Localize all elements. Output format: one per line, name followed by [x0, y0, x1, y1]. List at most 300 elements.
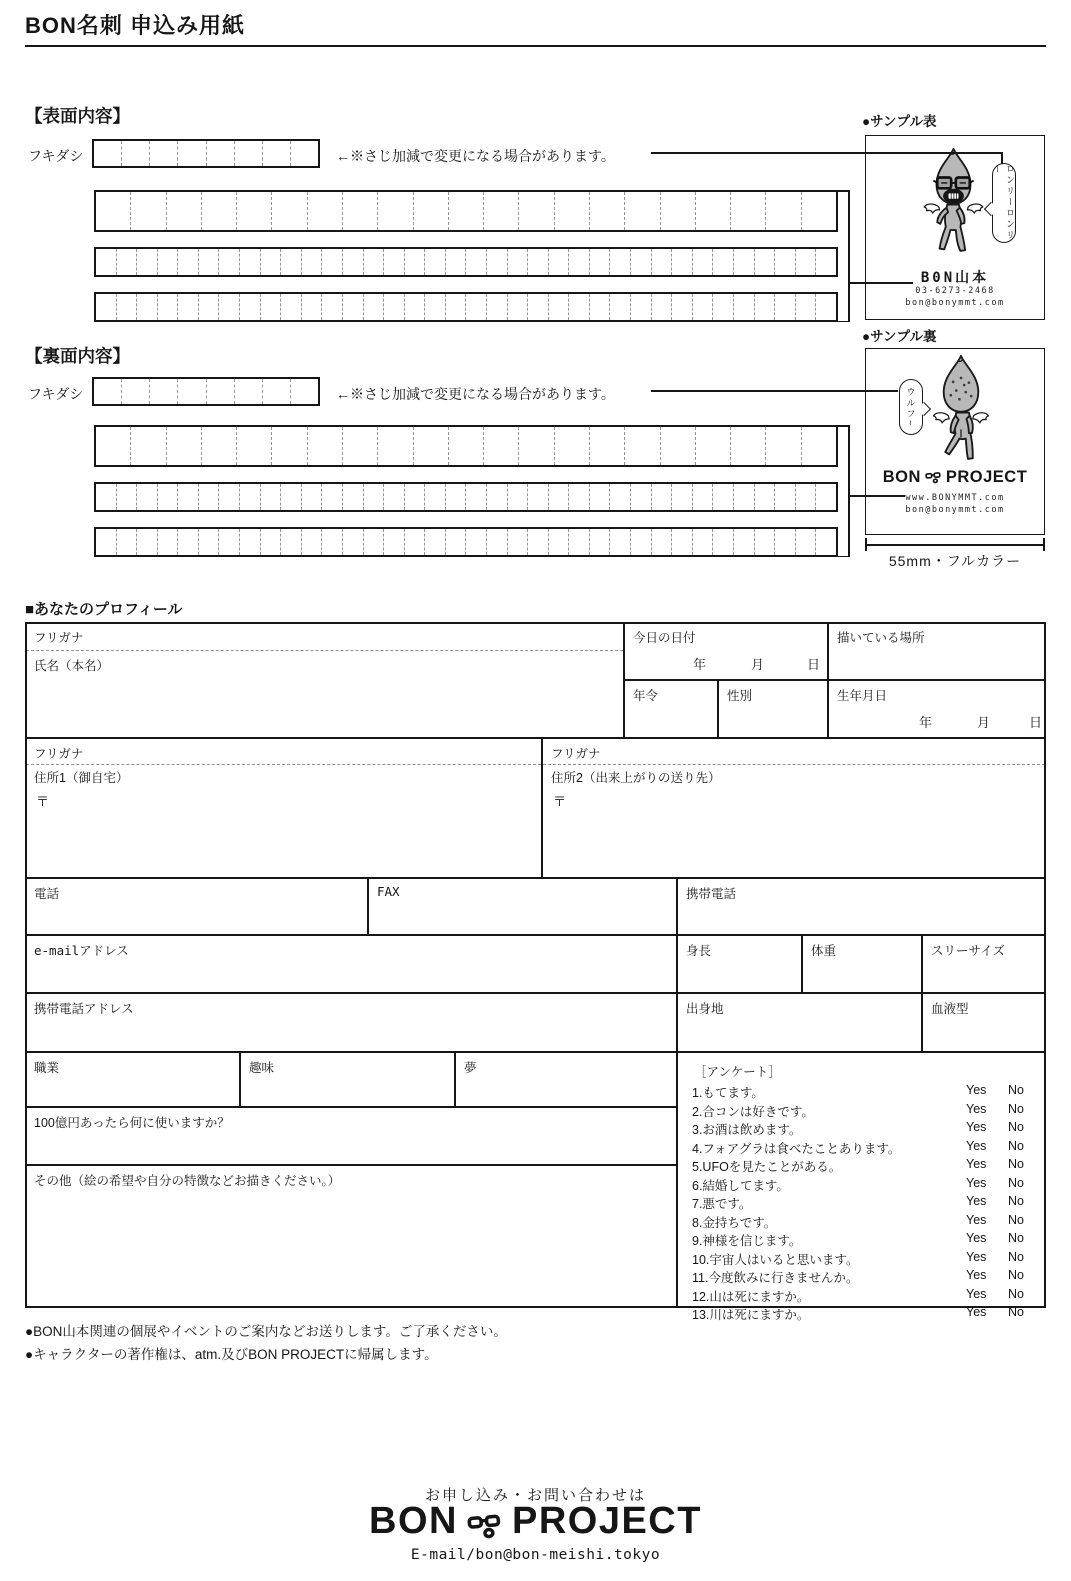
character-cell[interactable] [131, 427, 166, 465]
character-cell[interactable] [796, 294, 817, 320]
character-cell[interactable] [122, 379, 150, 404]
character-cell[interactable] [405, 529, 426, 555]
mobile-phone-cell[interactable] [677, 878, 1046, 935]
character-cell[interactable] [549, 529, 570, 555]
character-cell[interactable] [672, 484, 693, 510]
survey-yes-option[interactable]: Yes [966, 1101, 987, 1116]
three-size-cell[interactable] [922, 935, 1046, 993]
survey-no-option[interactable]: No [1008, 1231, 1024, 1245]
character-cell[interactable] [263, 379, 291, 404]
character-cell[interactable] [308, 192, 343, 230]
character-cell[interactable] [291, 141, 318, 166]
character-cell[interactable] [775, 529, 796, 555]
sample-front-card [865, 135, 1045, 320]
character-cell[interactable] [219, 249, 240, 275]
character-cell[interactable] [487, 529, 508, 555]
measure-line [865, 544, 1045, 546]
character-cell[interactable] [766, 192, 801, 230]
character-cell[interactable] [466, 484, 487, 510]
character-cell[interactable] [734, 249, 755, 275]
character-cell[interactable] [590, 192, 625, 230]
character-cell[interactable] [272, 192, 307, 230]
name-label: 氏名（本名） [34, 659, 110, 673]
character-cell[interactable] [117, 529, 138, 555]
survey-no-option[interactable]: No [1008, 1175, 1024, 1190]
character-cell[interactable] [631, 484, 652, 510]
back-text-line1-grid[interactable] [94, 425, 838, 467]
survey-yes-option[interactable]: Yes [966, 1175, 987, 1190]
survey-no-option[interactable]: No [1008, 1138, 1024, 1153]
character-cell[interactable] [94, 379, 122, 404]
sample-back-card [865, 348, 1045, 535]
survey-yes-option[interactable]: Yes [966, 1120, 987, 1134]
character-cell[interactable] [364, 249, 385, 275]
character-cell[interactable] [802, 427, 836, 465]
sample-front-phone: 03-6273-2468 [915, 286, 995, 296]
survey-no-option[interactable]: No [1008, 1212, 1024, 1227]
character-cell[interactable] [322, 484, 343, 510]
billion-yen-cell[interactable] [25, 1107, 677, 1165]
character-cell[interactable] [775, 484, 796, 510]
survey-item-text: 5.UFOを見たことがある。 [692, 1160, 842, 1174]
character-cell[interactable] [555, 192, 590, 230]
weight-cell[interactable] [802, 935, 922, 993]
gender-label: 性別 [727, 689, 753, 703]
character-cell[interactable] [96, 249, 117, 275]
character-cell[interactable] [302, 294, 323, 320]
character-cell[interactable] [775, 294, 796, 320]
character-cell[interactable] [384, 249, 405, 275]
character-cell[interactable] [652, 529, 673, 555]
character-cell[interactable] [734, 529, 755, 555]
survey-item-text: 4.フォアグラは食べたことあります。 [692, 1141, 901, 1156]
character-cell[interactable] [167, 192, 202, 230]
character-cell[interactable] [528, 529, 549, 555]
character-cell[interactable] [569, 294, 590, 320]
character-cell[interactable] [117, 484, 138, 510]
character-cell[interactable] [652, 484, 673, 510]
character-cell[interactable] [731, 427, 766, 465]
character-cell[interactable] [96, 192, 131, 230]
drawing-place-label: 描いている場所 [837, 631, 925, 645]
character-cell[interactable] [466, 249, 487, 275]
character-cell[interactable] [672, 529, 693, 555]
character-cell[interactable] [94, 141, 122, 166]
character-cell[interactable] [652, 294, 673, 320]
size-note: 55mm・フルカラー [888, 553, 1022, 569]
postal-mark: 〒 [36, 794, 50, 809]
character-cell[interactable] [405, 249, 426, 275]
logo-bon-text: BON [369, 1500, 458, 1542]
character-cell[interactable] [693, 249, 714, 275]
job-cell[interactable] [25, 1052, 240, 1107]
character-cell[interactable] [158, 529, 179, 555]
character-cell[interactable] [625, 427, 660, 465]
character-cell[interactable] [137, 484, 158, 510]
character-cell[interactable] [240, 529, 261, 555]
character-cell[interactable] [549, 249, 570, 275]
character-cell[interactable] [96, 427, 131, 465]
character-cell[interactable] [590, 484, 611, 510]
character-cell[interactable] [343, 192, 378, 230]
character-cell[interactable] [693, 294, 714, 320]
character-cell[interactable] [343, 249, 364, 275]
character-cell[interactable] [590, 427, 625, 465]
character-cell[interactable] [219, 294, 240, 320]
bracket-line [848, 190, 850, 322]
character-cell[interactable] [446, 529, 467, 555]
survey-yes-option[interactable]: Yes [966, 1157, 987, 1171]
character-cell[interactable] [508, 249, 529, 275]
character-cell[interactable] [261, 249, 282, 275]
character-cell[interactable] [261, 484, 282, 510]
character-cell[interactable] [291, 379, 318, 404]
character-cell[interactable] [364, 529, 385, 555]
character-cell[interactable] [734, 484, 755, 510]
survey-item-text: 8.金持ちです。 [692, 1215, 777, 1230]
dream-label: 夢 [464, 1061, 477, 1075]
character-cell[interactable] [131, 192, 166, 230]
character-cell[interactable] [528, 484, 549, 510]
survey-yes-option[interactable]: Yes [966, 1083, 987, 1097]
telephone-cell[interactable] [25, 878, 368, 935]
dream-cell[interactable] [455, 1052, 677, 1107]
survey-yes-option[interactable]: Yes [966, 1194, 987, 1208]
survey-no-option[interactable]: No [1008, 1286, 1024, 1301]
footer-note-2: ●キャラクターの著作権は、atm.及びBON PROJECTに帰属します。 [25, 1347, 438, 1362]
survey-item-text: 10.宇宙人はいると思います。 [692, 1252, 859, 1267]
character-cell[interactable] [137, 294, 158, 320]
character-cell[interactable] [672, 294, 693, 320]
character-cell[interactable] [625, 192, 660, 230]
character-cell[interactable] [549, 484, 570, 510]
character-cell[interactable] [590, 294, 611, 320]
character-cell[interactable] [661, 192, 696, 230]
survey-row [678, 1268, 1045, 1287]
survey-row [678, 1157, 1045, 1176]
survey-item-text: 6.結婚してます。 [692, 1178, 789, 1193]
character-cell[interactable] [796, 529, 817, 555]
character-cell[interactable] [235, 379, 263, 404]
front-fukidashi-input-grid[interactable] [92, 139, 320, 168]
character-cell[interactable] [446, 484, 467, 510]
character-cell[interactable] [207, 141, 235, 166]
character-cell[interactable] [734, 294, 755, 320]
character-cell[interactable] [796, 249, 817, 275]
character-cell[interactable] [272, 427, 307, 465]
character-cell[interactable] [199, 294, 220, 320]
character-cell[interactable] [178, 249, 199, 275]
front-text-line3-grid[interactable] [94, 292, 838, 322]
character-cell[interactable] [816, 484, 836, 510]
character-cell[interactable] [281, 484, 302, 510]
front-section-heading: 【表面内容】 [25, 106, 130, 126]
character-cell[interactable] [590, 249, 611, 275]
survey-item-text: 1.もてます。 [692, 1086, 764, 1100]
address1-cell[interactable] [25, 738, 542, 878]
back-text-line2-grid[interactable] [94, 482, 838, 512]
character-cell[interactable] [610, 484, 631, 510]
character-cell[interactable] [178, 141, 206, 166]
survey-no-option[interactable]: No [1008, 1305, 1024, 1319]
hobby-cell[interactable] [240, 1052, 455, 1107]
character-cell[interactable] [816, 529, 836, 555]
front-text-line1-grid[interactable] [94, 190, 838, 232]
front-text-line2-grid[interactable] [94, 247, 838, 277]
character-cell[interactable] [816, 294, 836, 320]
character-cell[interactable] [343, 529, 364, 555]
character-cell[interactable] [240, 294, 261, 320]
survey-no-option[interactable]: No [1008, 1268, 1024, 1282]
character-cell[interactable] [96, 294, 117, 320]
survey-yes-option[interactable]: Yes [966, 1305, 987, 1319]
character-cell[interactable] [755, 529, 776, 555]
character-cell[interactable] [240, 249, 261, 275]
character-cell[interactable] [281, 249, 302, 275]
height-cell[interactable] [677, 935, 802, 993]
character-cell[interactable] [569, 249, 590, 275]
character-cell[interactable] [199, 249, 220, 275]
character-cell[interactable] [569, 529, 590, 555]
character-cell[interactable] [652, 249, 673, 275]
survey-no-option[interactable]: No [1008, 1157, 1024, 1171]
character-cell[interactable] [466, 294, 487, 320]
character-cell[interactable] [322, 249, 343, 275]
drawing-place-cell[interactable] [828, 622, 1046, 680]
character-cell[interactable] [178, 294, 199, 320]
character-cell[interactable] [302, 484, 323, 510]
character-cell[interactable] [816, 249, 836, 275]
character-cell[interactable] [137, 249, 158, 275]
character-cell[interactable] [240, 484, 261, 510]
character-cell[interactable] [405, 294, 426, 320]
character-cell[interactable] [466, 529, 487, 555]
character-cell[interactable] [446, 294, 467, 320]
character-cell[interactable] [487, 484, 508, 510]
character-cell[interactable] [449, 427, 484, 465]
character-cell[interactable] [202, 427, 237, 465]
character-cell[interactable] [731, 192, 766, 230]
address1-label: 住所1（御自宅） [34, 771, 129, 785]
character-cell[interactable] [178, 484, 199, 510]
character-cell[interactable] [549, 294, 570, 320]
mobile-mail-cell[interactable] [25, 993, 677, 1052]
character-cell[interactable] [487, 249, 508, 275]
character-cell[interactable] [484, 192, 519, 230]
character-cell[interactable] [178, 379, 206, 404]
other-cell[interactable] [25, 1165, 677, 1308]
character-cell[interactable] [446, 249, 467, 275]
character-cell[interactable] [696, 427, 731, 465]
character-cell[interactable] [150, 379, 178, 404]
furigana-separator [26, 764, 541, 765]
character-cell[interactable] [343, 294, 364, 320]
character-cell[interactable] [631, 529, 652, 555]
character-cell[interactable] [237, 427, 272, 465]
character-cell[interactable] [158, 249, 179, 275]
fax-cell[interactable] [368, 878, 677, 935]
character-cell[interactable] [96, 484, 117, 510]
survey-no-option[interactable]: No [1008, 1194, 1024, 1208]
character-cell[interactable] [693, 484, 714, 510]
survey-yes-option[interactable]: Yes [966, 1249, 987, 1264]
sample-back-logo [866, 468, 1044, 487]
character-cell[interactable] [661, 427, 696, 465]
survey-yes-option[interactable]: Yes [966, 1231, 987, 1245]
character-cell[interactable] [631, 294, 652, 320]
character-cell[interactable] [610, 529, 631, 555]
character-cell[interactable] [755, 249, 776, 275]
character-cell[interactable] [425, 294, 446, 320]
character-cell[interactable] [487, 294, 508, 320]
sample-back-email: bon@bonymmt.com [905, 505, 1005, 515]
character-cell[interactable] [713, 249, 734, 275]
character-cell[interactable] [414, 427, 449, 465]
character-cell[interactable] [207, 379, 235, 404]
survey-row [678, 1102, 1045, 1121]
character-cell[interactable] [425, 484, 446, 510]
character-cell[interactable] [696, 192, 731, 230]
character-cell[interactable] [631, 249, 652, 275]
survey-no-option[interactable]: No [1008, 1083, 1024, 1097]
character-cell[interactable] [122, 141, 150, 166]
character-cell[interactable] [281, 529, 302, 555]
character-cell[interactable] [343, 484, 364, 510]
character-cell[interactable] [405, 484, 426, 510]
today-date-cell[interactable] [624, 622, 828, 680]
character-cell[interactable] [508, 294, 529, 320]
title-rule [25, 45, 1046, 47]
character-cell[interactable] [484, 427, 519, 465]
character-cell[interactable] [569, 484, 590, 510]
character-cell[interactable] [528, 249, 549, 275]
character-cell[interactable] [117, 294, 138, 320]
character-cell[interactable] [235, 141, 263, 166]
character-cell[interactable] [528, 294, 549, 320]
birthdate-cell[interactable] [828, 680, 1046, 738]
back-fukidashi-input-grid[interactable] [92, 377, 320, 406]
address2-cell[interactable] [542, 738, 1046, 878]
character-cell[interactable] [199, 484, 220, 510]
survey-row [678, 1120, 1045, 1139]
character-cell[interactable] [202, 192, 237, 230]
character-cell[interactable] [425, 529, 446, 555]
character-cell[interactable] [508, 484, 529, 510]
gender-cell[interactable] [718, 680, 828, 738]
mascot-front-illustration [911, 144, 996, 262]
survey-no-option[interactable]: No [1008, 1249, 1024, 1264]
character-cell[interactable] [414, 192, 449, 230]
character-cell[interactable] [519, 192, 554, 230]
survey-yes-option[interactable]: Yes [966, 1268, 987, 1282]
survey-row [678, 1176, 1045, 1195]
back-fukidashi-label: フキダシ [28, 386, 84, 402]
survey-row [678, 1305, 1045, 1324]
page-title: BON名刺 申込み用紙 [25, 13, 246, 38]
character-cell[interactable] [508, 529, 529, 555]
survey-yes-option[interactable]: Yes [966, 1286, 987, 1301]
character-cell[interactable] [219, 529, 240, 555]
character-cell[interactable] [384, 484, 405, 510]
character-cell[interactable] [610, 249, 631, 275]
character-cell[interactable] [237, 192, 272, 230]
character-cell[interactable] [302, 249, 323, 275]
character-cell[interactable] [364, 294, 385, 320]
character-cell[interactable] [322, 294, 343, 320]
character-cell[interactable] [302, 529, 323, 555]
character-cell[interactable] [96, 529, 117, 555]
survey-no-option[interactable]: No [1008, 1120, 1024, 1134]
character-cell[interactable] [261, 294, 282, 320]
character-cell[interactable] [384, 529, 405, 555]
character-cell[interactable] [158, 484, 179, 510]
character-cell[interactable] [519, 427, 554, 465]
character-cell[interactable] [672, 249, 693, 275]
character-cell[interactable] [137, 529, 158, 555]
survey-no-option[interactable]: No [1008, 1101, 1024, 1116]
character-cell[interactable] [796, 484, 817, 510]
profile-heading: ■あなたのプロフィール [25, 601, 183, 618]
bon-project-logo [0, 1500, 1071, 1543]
character-cell[interactable] [775, 249, 796, 275]
character-cell[interactable] [449, 192, 484, 230]
front-note: ←※さじ加減で変更になる場合があります。 [336, 148, 615, 164]
character-cell[interactable] [755, 484, 776, 510]
character-cell[interactable] [693, 529, 714, 555]
character-cell[interactable] [178, 529, 199, 555]
character-cell[interactable] [117, 249, 138, 275]
character-cell[interactable] [219, 484, 240, 510]
blood-type-cell[interactable] [922, 993, 1046, 1052]
character-cell[interactable] [167, 427, 202, 465]
mobile-phone-label: 携帯電話 [686, 887, 737, 901]
character-cell[interactable] [713, 484, 734, 510]
email-cell[interactable] [25, 935, 677, 993]
character-cell[interactable] [378, 192, 413, 230]
character-cell[interactable] [802, 192, 836, 230]
character-cell[interactable] [261, 529, 282, 555]
age-cell[interactable] [624, 680, 718, 738]
character-cell[interactable] [590, 529, 611, 555]
birthdate-label: 生年月日 [837, 689, 888, 703]
character-cell[interactable] [281, 294, 302, 320]
character-cell[interactable] [713, 529, 734, 555]
back-text-line3-grid[interactable] [94, 527, 838, 557]
character-cell[interactable] [610, 294, 631, 320]
character-cell[interactable] [378, 427, 413, 465]
survey-item-text: 3.お酒は飲めます。 [692, 1123, 802, 1137]
birthplace-cell[interactable] [677, 993, 922, 1052]
character-cell[interactable] [199, 529, 220, 555]
character-cell[interactable] [713, 294, 734, 320]
character-cell[interactable] [158, 294, 179, 320]
character-cell[interactable] [308, 427, 343, 465]
character-cell[interactable] [263, 141, 291, 166]
character-cell[interactable] [384, 294, 405, 320]
character-cell[interactable] [755, 294, 776, 320]
character-cell[interactable] [343, 427, 378, 465]
character-cell[interactable] [150, 141, 178, 166]
survey-yes-option[interactable]: Yes [966, 1212, 987, 1227]
survey-yes-option[interactable]: Yes [966, 1138, 987, 1153]
bracket-line [848, 425, 850, 557]
character-cell[interactable] [364, 484, 385, 510]
character-cell[interactable] [766, 427, 801, 465]
name-field-cell[interactable] [25, 622, 624, 738]
character-cell[interactable] [425, 249, 446, 275]
character-cell[interactable] [322, 529, 343, 555]
character-cell[interactable] [555, 427, 590, 465]
